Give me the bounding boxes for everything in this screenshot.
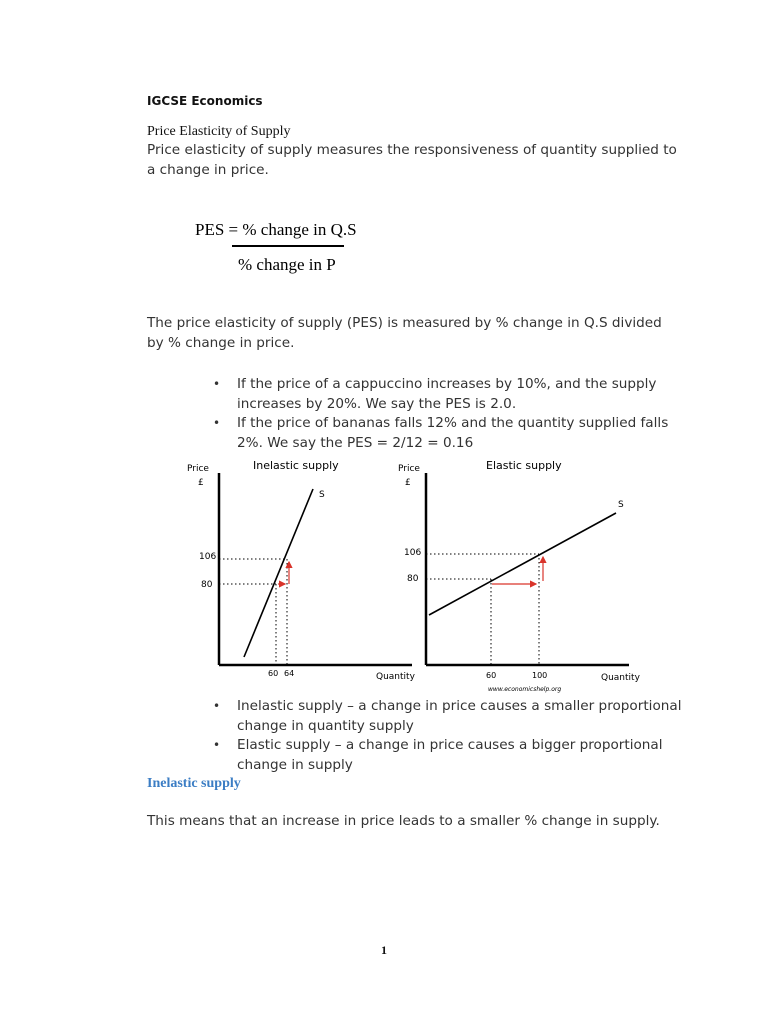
elastic-xlabel: Quantity [601,673,640,683]
elastic-curve-label: S [618,500,624,510]
example-text: If the price of bananas falls 12% and the quantity supplied falls 2%. We say the PES = 2/12 = 0.16 [237,415,669,451]
formula-numerator: PES = % change in Q.S [195,220,357,239]
inelastic-price-tick: 106 [199,552,217,562]
inelastic-chart [187,459,416,682]
list-item [213,736,683,775]
bullet-icon: • [213,699,221,713]
supply-charts-figure [186,453,648,699]
inelastic-subheading: Inelastic supply [147,776,241,791]
definition-text: Inelastic supply – a change in price causes a smaller proportional change in quantity supply [237,698,682,734]
bullet-icon: • [213,416,221,430]
intro-paragraph: Price elasticity of supply measures the responsiveness of quantity supplied to a change in price. [147,142,677,178]
pes-description: The price elasticity of supply (PES) is measured by % change in Q.S divided by % change in price. [147,315,662,351]
elastic-chart-title: Elastic supply [486,459,562,472]
examples-list [213,375,683,453]
summary-paragraph: This means that an increase in price leads to a smaller % change in supply. [147,813,660,829]
list-item [213,375,683,414]
definitions-list [213,697,683,775]
elastic-quantity-tick: 100 [532,671,548,680]
inelastic-price-tick: 80 [201,580,213,590]
elastic-supply-curve [429,513,616,615]
elastic-price-tick: 106 [404,548,422,558]
list-item [213,414,683,453]
formula-fraction-bar [232,245,344,247]
elastic-price-tick: 80 [407,574,419,584]
source-credit: www.economicshelp.org [488,686,562,693]
inelastic-xlabel: Quantity [376,672,415,682]
inelastic-chart-title: Inelastic supply [253,459,339,472]
inelastic-ylabel-price: Price [187,464,209,474]
elastic-quantity-tick: 60 [486,671,497,680]
section-title: Price Elasticity of Supply [147,124,291,139]
elastic-ylabel-currency: £ [405,478,411,488]
inelastic-supply-curve [244,489,313,657]
inelastic-curve-label: S [319,490,325,500]
example-text: If the price of a cappuccino increases by 10%, and the supply increases by 20%. We say the PES is 2.0. [237,376,657,412]
definition-text: Elastic supply – a change in price causes a bigger proportional change in supply [237,737,663,773]
formula-denominator: % change in P [238,255,336,274]
inelastic-quantity-tick: 64 [284,669,295,678]
elastic-chart [398,459,641,693]
page-number: 1 [381,943,387,957]
elastic-ylabel-price: Price [398,464,420,474]
list-item [213,697,683,736]
bullet-icon: • [213,738,221,752]
inelastic-ylabel-currency: £ [198,478,204,488]
bullet-icon: • [213,377,221,391]
supply-charts-svg [186,453,648,695]
inelastic-quantity-tick: 60 [268,669,279,678]
document-header: IGCSE Economics [147,94,263,108]
